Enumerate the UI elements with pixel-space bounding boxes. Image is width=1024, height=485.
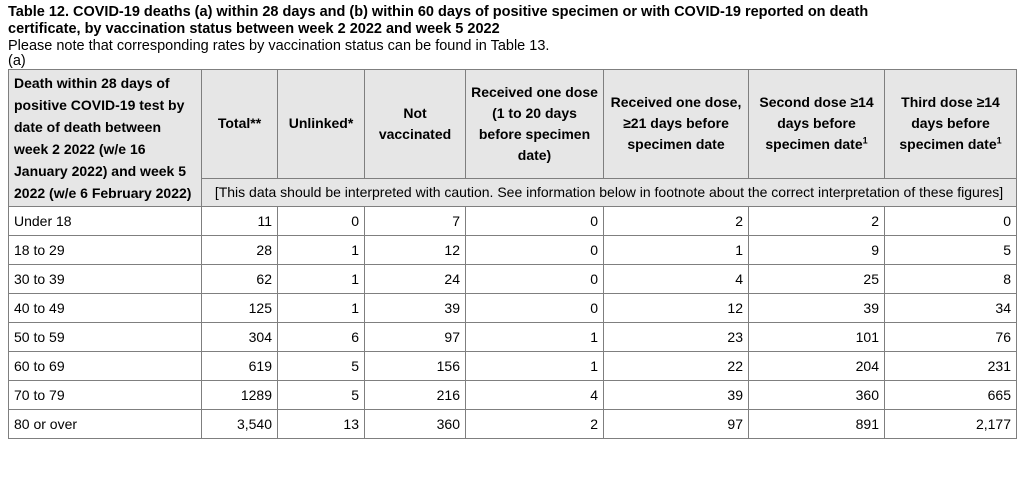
column-header-one-dose-21-days: Received one dose, ≥21 days before specimen date [604, 70, 749, 179]
age-group-label: 40 to 49 [9, 294, 202, 323]
table-row [9, 265, 1017, 294]
value-cell: 360 [365, 410, 466, 439]
value-cell: 24 [365, 265, 466, 294]
value-cell: 1 [604, 236, 749, 265]
value-cell: 1 [466, 352, 604, 381]
value-cell: 360 [749, 381, 885, 410]
value-cell: 4 [466, 381, 604, 410]
value-cell: 1 [278, 265, 365, 294]
table-row [9, 294, 1017, 323]
value-cell: 216 [365, 381, 466, 410]
value-cell: 0 [466, 294, 604, 323]
table-row [9, 207, 1017, 236]
value-cell: 28 [202, 236, 278, 265]
value-cell: 39 [749, 294, 885, 323]
caution-note: [This data should be interpreted with caution. See information below in footnote about the correct interpretation of these figures] [202, 178, 1017, 206]
deaths-table [8, 69, 1017, 439]
age-group-label: Under 18 [9, 207, 202, 236]
value-cell: 23 [604, 323, 749, 352]
value-cell: 22 [604, 352, 749, 381]
value-cell: 39 [604, 381, 749, 410]
value-cell: 34 [885, 294, 1017, 323]
table-row [9, 352, 1017, 381]
column-header-total: Total** [202, 70, 278, 179]
value-cell: 1 [466, 323, 604, 352]
value-cell: 7 [365, 207, 466, 236]
value-cell: 231 [885, 352, 1017, 381]
value-cell: 665 [885, 381, 1017, 410]
value-cell: 0 [466, 207, 604, 236]
value-cell: 4 [604, 265, 749, 294]
value-cell: 0 [466, 265, 604, 294]
table-body [9, 207, 1017, 439]
value-cell: 62 [202, 265, 278, 294]
value-cell: 619 [202, 352, 278, 381]
value-cell: 0 [466, 236, 604, 265]
column-header-second-dose: Second dose ≥14 days before specimen date$^1$ [749, 70, 885, 179]
column-header-one-dose-early: Received one dose (1 to 20 days before specimen date) [466, 70, 604, 179]
value-cell: 5 [278, 352, 365, 381]
value-cell: 304 [202, 323, 278, 352]
value-cell: 2,177 [885, 410, 1017, 439]
value-cell: 76 [885, 323, 1017, 352]
table-row [9, 236, 1017, 265]
age-group-label: 30 to 39 [9, 265, 202, 294]
value-cell: 156 [365, 352, 466, 381]
value-cell: 5 [278, 381, 365, 410]
value-cell: 12 [365, 236, 466, 265]
section-label: (a) [8, 53, 26, 69]
age-group-label: 70 to 79 [9, 381, 202, 410]
value-cell: 204 [749, 352, 885, 381]
value-cell: 1289 [202, 381, 278, 410]
value-cell: 1 [278, 236, 365, 265]
value-cell: 2 [466, 410, 604, 439]
header-row [9, 70, 1017, 179]
value-cell: 12 [604, 294, 749, 323]
table-title: Table 12. COVID-19 deaths (a) within 28 days and (b) within 60 days of positive specimen or with COVID-19 reported on death certificate, by vaccination status between week 2 2022 and week 5 2022 [8, 4, 869, 37]
value-cell: 1 [278, 294, 365, 323]
value-cell: 6 [278, 323, 365, 352]
value-cell: 5 [885, 236, 1017, 265]
age-group-label: 50 to 59 [9, 323, 202, 352]
table-row [9, 410, 1017, 439]
table-row [9, 323, 1017, 352]
value-cell: 125 [202, 294, 278, 323]
value-cell: 97 [604, 410, 749, 439]
value-cell: 25 [749, 265, 885, 294]
value-cell: 891 [749, 410, 885, 439]
value-cell: 3,540 [202, 410, 278, 439]
value-cell: 39 [365, 294, 466, 323]
column-header-third-dose: Third dose ≥14 days before specimen date$^1$ [885, 70, 1017, 179]
value-cell: 8 [885, 265, 1017, 294]
age-group-label: 18 to 29 [9, 236, 202, 265]
value-cell: 13 [278, 410, 365, 439]
column-header-unlinked: Unlinked* [278, 70, 365, 179]
value-cell: 97 [365, 323, 466, 352]
table-row [9, 381, 1017, 410]
age-group-label: 60 to 69 [9, 352, 202, 381]
age-group-label: 80 or over [9, 410, 202, 439]
value-cell: 0 [885, 207, 1017, 236]
table-note: Please note that corresponding rates by vaccination status can be found in Table 13. [8, 38, 550, 54]
value-cell: 11 [202, 207, 278, 236]
value-cell: 2 [604, 207, 749, 236]
value-cell: 9 [749, 236, 885, 265]
value-cell: 0 [278, 207, 365, 236]
value-cell: 101 [749, 323, 885, 352]
row-header-cell: Death within 28 days of positive COVID-19 test by date of death between week 2 2022 (w/e 16 January 2022) and week 5 2022 (w/e 6 February 2022) [9, 70, 202, 207]
column-header-not-vaccinated: Not vaccinated [365, 70, 466, 179]
value-cell: 2 [749, 207, 885, 236]
